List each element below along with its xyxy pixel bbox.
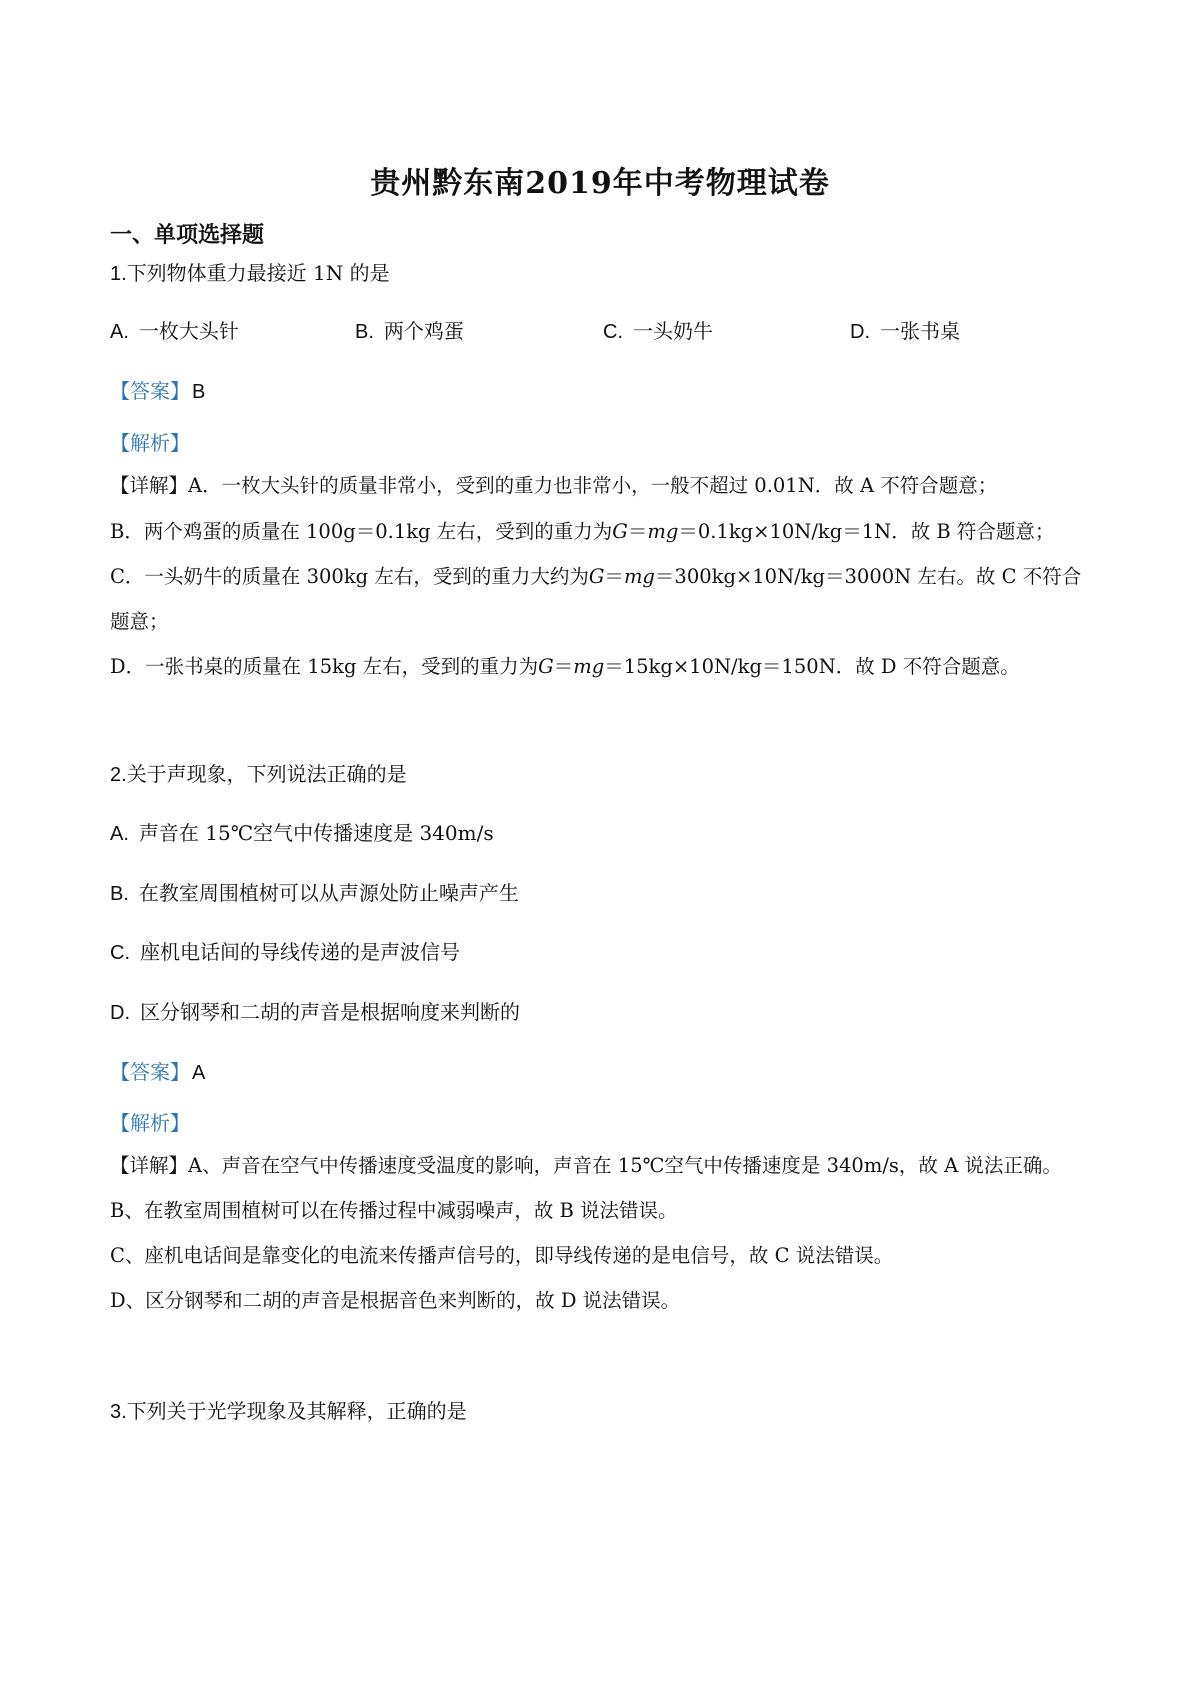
q1-answer [110,375,205,404]
q1-analysis-heading [110,427,190,456]
q2-detail-line: C、座机电话间是靠变化的电流来传播声信号的，即导线传递的是电信号，故 C 说法错误。 [110,1244,894,1267]
formula-eq: ＝ [627,520,648,543]
answer-value: B [192,381,206,403]
q2-detail-line: 【详解】A、声音在空气中传播速度受温度的影响，声音在 15℃空气中传播速度是 340m/s，故 A 说法正确。 [110,1154,1062,1177]
question-stem: 下列物体重力最接近 1N 的是 [126,261,390,285]
formula-g: G [538,655,554,678]
formula-g: G [612,520,628,543]
option-letter: C. [603,321,623,343]
option-text: 声音在 15℃空气中传播速度是 340m/s [138,821,494,845]
analysis-tag: 【解析】 [110,431,190,455]
q1-option-b [355,315,464,344]
option-text: 一头奶牛 [633,319,713,343]
option-text: 两个鸡蛋 [383,319,464,343]
question-1 [110,257,390,286]
section-heading: 一、单项选择题 [110,222,265,248]
page-title: 贵州黔东南2019年中考物理试卷 [370,166,830,201]
answer-tag: 【答案】 [110,1060,190,1084]
formula-eq: ＝ [604,565,624,588]
option-letter: B. [355,321,374,343]
option-letter: C. [110,942,130,964]
q2-detail-line: D、区分钢琴和二胡的声音是根据音色来判断的，故 D 说法错误。 [110,1289,681,1312]
option-text: 区分钢琴和二胡的声音是根据响度来判断的 [140,1000,520,1024]
analysis-tag: 【解析】 [110,1111,190,1135]
q2-option-c [110,936,460,965]
question-number: 1. [110,263,127,285]
q2-answer [110,1056,205,1085]
q2-detail-line: B、在教室周围植树可以在传播过程中减弱噪声，故 B 说法错误。 [110,1199,678,1222]
answer-value: A [192,1062,206,1084]
q1-detail-c2: 题意； [110,610,169,633]
detail-text: D．一张书桌的质量在 15kg 左右，受到的重力为 [110,655,539,678]
option-letter: D. [110,1002,130,1024]
question-stem: 关于声现象，下列说法正确的是 [126,762,407,786]
q2-analysis-heading [110,1107,190,1136]
q1-detail-c [110,561,1081,589]
question-number: 2. [110,764,127,786]
formula-eq: ＝ [553,655,574,678]
q1-detail-b [110,516,1054,544]
option-text: 一张书桌 [880,319,960,343]
option-text: 一枚大头针 [138,319,239,343]
detail-text: B．两个鸡蛋的质量在 100g＝0.1kg 左右，受到的重力为 [110,520,613,543]
option-text: 座机电话间的导线传递的是声波信号 [140,940,460,964]
question-number: 3. [110,1401,127,1423]
q2-option-d [110,996,520,1025]
q1-detail-a: 【详解】A．一枚大头针的质量非常小，受到的重力也非常小，一般不超过 0.01N．故 A 不符合题意； [110,474,998,497]
answer-tag: 【答案】 [110,379,190,403]
q2-option-a [110,817,494,846]
option-letter: A. [110,321,129,343]
option-text: 在教室周围植树可以从声源处防止噪声产生 [138,881,519,905]
formula-mg: mg [623,565,655,588]
question-2 [110,758,407,787]
option-letter: B. [110,883,129,905]
q1-option-c [603,315,713,344]
formula-mg: mg [647,520,679,543]
detail-text: C．一头奶牛的质量在 300kg 左右，受到的重力大约为 [110,565,589,588]
question-3 [110,1395,467,1424]
formula-mg: mg [573,655,605,678]
detail-text: ＝300kg×10N/kg＝3000N 左右。故 C 不符合 [654,565,1082,588]
q1-detail-d [110,651,1020,679]
detail-text: ＝15kg×10N/kg＝150N．故 D 不符合题意。 [604,655,1020,678]
q1-option-d [850,315,960,344]
question-stem: 下列关于光学现象及其解释，正确的是 [126,1399,467,1423]
q1-option-a [110,315,239,344]
option-letter: A. [110,823,129,845]
q2-option-b [110,877,519,906]
option-letter: D. [850,321,870,343]
detail-text: ＝0.1kg×10N/kg＝1N．故 B 符合题意； [678,520,1055,543]
formula-g: G [588,565,605,588]
